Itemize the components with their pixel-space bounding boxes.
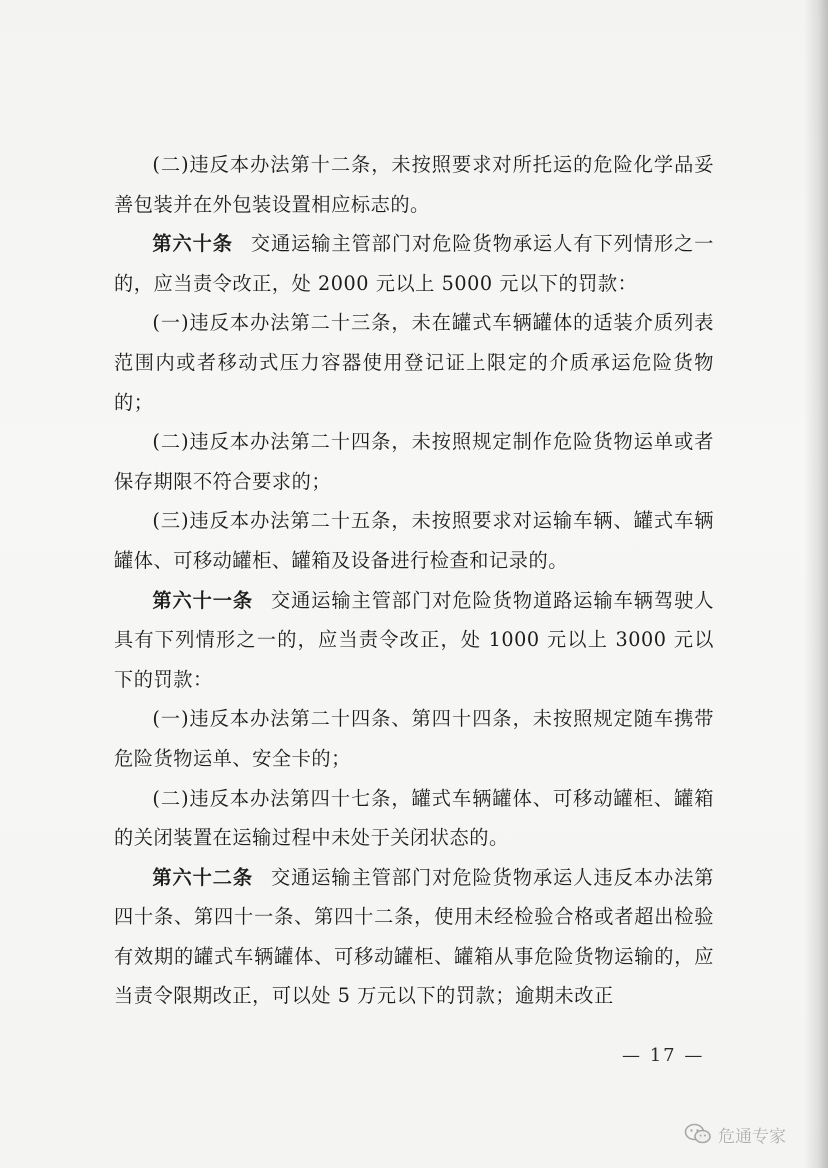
paragraph-text: 交通运输主管部门对危险货物承运人有下列情形之一的，应当责令改正，处 2000 元以上 5000 元以下的罚款： bbox=[114, 232, 715, 295]
watermark bbox=[684, 1120, 786, 1148]
paragraph-text: (二)违反本办法第二十四条，未按照规定制作危险货物运单或者保存期限不符合要求的； bbox=[114, 430, 714, 493]
wechat-icon bbox=[684, 1122, 712, 1146]
paragraph-text: (一)违反本办法第二十四条、第四十四条，未按照规定随车携带危险货物运单、安全卡的； bbox=[114, 707, 714, 770]
article-heading: 第六十一条 bbox=[152, 588, 253, 612]
clause-paragraph bbox=[114, 303, 714, 422]
paragraph-text: (二)违反本办法第十二条，未按照要求对所托运的危险化学品妥善包装并在外包装设置相应标志的。 bbox=[114, 153, 714, 216]
paragraph-text: 交通运输主管部门对危险货物道路运输车辆驾驶人具有下列情形之一的，应当责令改正，处 1000 元以上 3000 元以下的罚款： bbox=[114, 588, 714, 691]
paragraph-text: (三)违反本办法第二十五条，未按照要求对运输车辆、罐式车辆罐体、可移动罐柜、罐箱及设备进行检查和记录的。 bbox=[114, 509, 714, 572]
clause-paragraph bbox=[114, 779, 714, 858]
article-heading: 第六十二条 bbox=[152, 865, 253, 889]
paragraph-text: (一)违反本办法第二十三条，未在罐式车辆罐体的适装介质列表范围内或者移动式压力容器使用登记证上限定的介质承运危险货物的； bbox=[114, 311, 714, 414]
page-edge-shadow bbox=[804, 0, 828, 1168]
page-number: — 17 — bbox=[622, 1045, 705, 1066]
article-heading: 第六十条 bbox=[152, 232, 233, 256]
document-body bbox=[114, 145, 714, 1016]
paragraph-text: (二)违反本办法第四十七条，罐式车辆罐体、可移动罐柜、罐箱的关闭装置在运输过程中未处于关闭状态的。 bbox=[114, 786, 714, 850]
clause-paragraph bbox=[114, 501, 714, 580]
clause-paragraph bbox=[114, 145, 714, 224]
article-paragraph bbox=[114, 224, 714, 303]
clause-paragraph bbox=[114, 422, 714, 501]
paragraph-text: 交通运输主管部门对危险货物承运人违反本办法第四十条、第四十一条、第四十二条，使用未经检验合格或者超出检验有效期的罐式车辆罐体、可移动罐柜、罐箱从事危险货物运输的，应当责令限期改正，可以处 5 万元以下的罚款；逾期未改正 bbox=[114, 865, 714, 1008]
article-paragraph bbox=[114, 581, 714, 700]
clause-paragraph bbox=[114, 699, 714, 778]
article-paragraph bbox=[114, 858, 714, 1016]
watermark-text: 危通专家 bbox=[718, 1126, 786, 1147]
